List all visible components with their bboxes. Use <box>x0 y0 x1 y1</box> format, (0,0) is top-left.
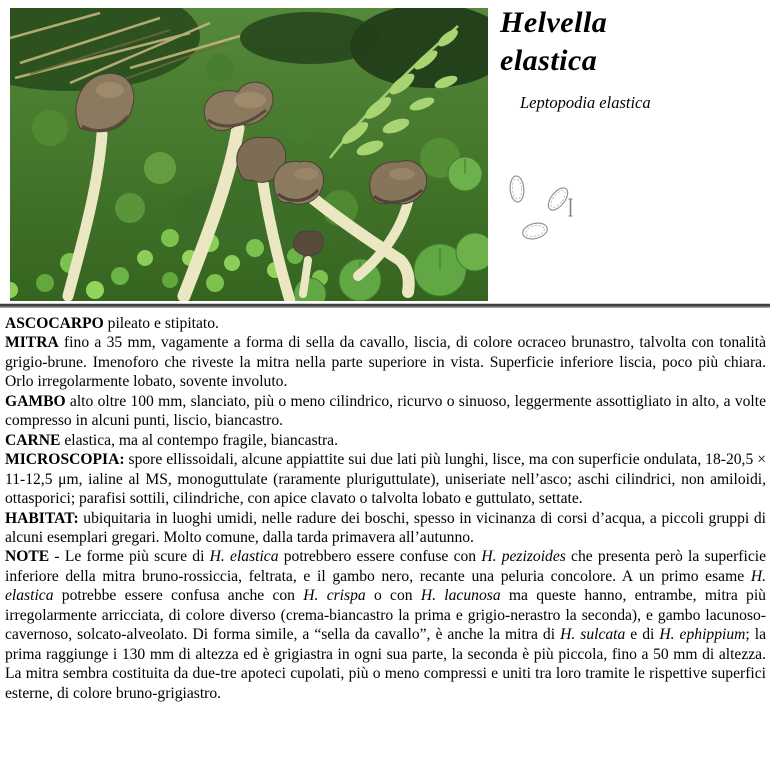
description-text <box>5 314 766 703</box>
mushroom-habitat-photo <box>10 8 488 301</box>
article-paragraph: HABITAT: ubiquitaria in luoghi umidi, nelle radure dei boschi, spesso in vicinanza di corsi d’acqua, a piccoli gruppi di alcuni esemplari gregari. Molto comune, dalla tarda primavera all’autunno. <box>5 509 766 546</box>
article-paragraph: GAMBO alto oltre 100 mm, slanciato, più o meno cilindrico, ricurvo o sinuoso, leggermente assottigliato in alto, a volte compresso in alcuni punti, liscio, biancastro. <box>5 392 766 430</box>
spore-1 <box>509 176 524 203</box>
spore-2 <box>545 185 572 214</box>
article-paragraph: CARNE elastica, ma al contempo fragile, biancastra. <box>5 431 338 449</box>
article-paragraph: NOTE - Le forme più scure di H. elastica potrebbero essere confuse con H. pezizoides che presenta però la superficie inferiore della mitra bruno-rossiccia, feltrata, e il gambo nero, recante una peluria concolore. A un primo esame H. elastica potrebbe essere confusa anche con H. crispa o con H. lacunosa ma queste hanno, entrambe, mitra più irregolarmente arricciata, di colore diverso (crema-biancastro la prima e grigio-nerastro la seconda), e gambo lacunoso-cavernoso, solcato-alveolato. Di forma simile, a “sella da cavallo”, è anche la mitra di H. sulcata e di H. ephippium; la prima raggiunge i 130 mm di altezza ed è grigiastra in ogni sua parte, la seconda è più piccola, fino a 50 mm di altezza. La mitra sembra costituita da due-tre apoteci cupolati, più o meno compressi e uniti tra loro tramite le rispettive superfici esterne, di colore bruno-grigiastro. <box>5 548 767 702</box>
article-paragraph: MITRA fino a 35 mm, vagamente a forma di sella da cavallo, liscia, di colore ocraceo brunastro, talvolta con tonalità grigio-brune. Imenoforo che riveste la mitra nella parte superiore in vista. Superficie inferiore liscia, poco più chiara. Orlo irregolarmente lobato, sovente involuto. <box>5 334 766 391</box>
spore-3 <box>521 221 549 242</box>
article-paragraph: MICROSCOPIA: spore ellissoidali, alcune appiattite sui due lati più lunghi, lisce, ma con superficie ondulata, 18-20,5 × 11-12,5 μm, ialine al MS, monoguttulate (raramente pluriguttulate), uniseriate nell’asco; aschi cilindrici, non amiloidi, ottasporici; parafisi sottili, cilindriche, con apice clavato o talvolta lobato e guttulato, settate. <box>5 451 766 508</box>
species-title: Helvella elastica <box>500 6 608 77</box>
article-paragraph: ASCOCARPO pileato e stipitato. <box>5 315 219 332</box>
spore-line-drawing <box>495 168 587 250</box>
synonym-name: Leptopodia elastica <box>520 93 651 112</box>
scale-bar <box>569 199 573 216</box>
section-divider <box>0 303 770 308</box>
